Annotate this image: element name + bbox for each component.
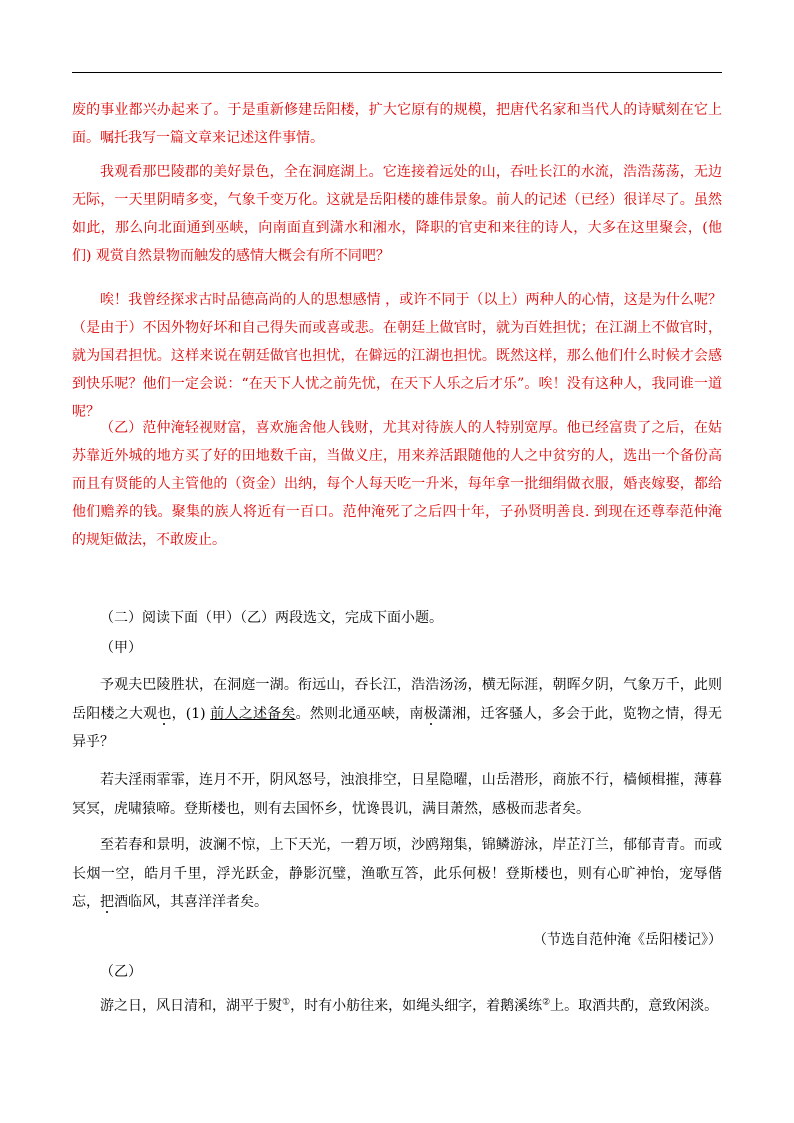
source-citation: （节选自范仲淹《岳阳楼记》）: [533, 932, 722, 948]
label-jia: （甲）: [100, 640, 142, 656]
header-rule: [72, 72, 722, 73]
footnote-marker: ②: [542, 997, 551, 1008]
label-yi: （乙）: [100, 964, 142, 980]
underlined-sentence: 前人之述备矣: [210, 705, 296, 722]
jia-paragraph-1: 予观夫巴陵胜状，在洞庭一湖。衔远山，吞长江，浩浩汤汤，横无际涯，朝晖夕阴，气象万千，此则岳阳楼之大观也，(1) 前人之述备矣。然则北通巫峡，南极潇湘，迁客骚人，多会于此，览物之情，得无异乎？: [72, 677, 723, 750]
jia-paragraph-2: 若夫淫雨霏霏，连月不开，阴风怒号，浊浪排空，日星隐曜，山岳潜形，商旅不行，樯倾楫摧，薄暮冥冥，虎啸猿啼。登斯楼也，则有去国怀乡，忧谗畏讥，满目萧然，感极而悲者矣。: [72, 772, 722, 817]
yi-paragraph-1: 游之日，风日清和，湖平于熨①，时有小舫往来，如绳头细字，着鹅溪练②上。取酒共酌，意致闲淡。: [100, 997, 719, 1014]
translation-paragraph-1: 废的事业都兴办起来了。于是重新修建岳阳楼，扩大它原有的规模，把唐代名家和当代人的诗赋刻在它上面。嘱托我写一篇文章来记述这件事情。: [72, 102, 722, 146]
translation-paragraph-3: 唉！我曾经探求古时品德高尚的人的思想感情 ，或许不同于（以上）两种人的心情，这是为什么呢？（是由于）不因外物好坏和自己得失而或喜或悲。在朝廷上做官时，就为百姓担忧；在江湖上不做官时，就为国君担忧。这样来说在朝廷做官也担忧，在僻远的江湖也担忧。既然这样，那么他们什么时候才会感到快乐呢？他们一定会说：“在天下人忧之前先忧，在天下人乐之后才乐”。唉！没有这种人，我同谁一道呢？: [72, 292, 722, 420]
footnote-marker: ①: [282, 997, 291, 1008]
translation-paragraph-4: （乙）范仲淹轻视财富，喜欢施舍他人钱财，尤其对待族人的人特别宽厚。他已经富贵了之后，在姑苏靠近外城的地方买了好的田地数千亩，当做义庄，用来养活跟随他的人之中贫穷的人，选出一个备份高而且有贤能的人主管他的（资金）出纳，每个人每天吃一升米，每年拿一批细绢做衣服，婚丧嫁娶，都给他们赡养的钱。聚集的族人将近有一百口。范仲淹死了之后四十年，子孙贤明善良. 到现在还尊奉范仲淹的规矩做法，不敢废止。: [72, 420, 722, 548]
jia-paragraph-3: 至若春和景明，波澜不惊，上下天光，一碧万顷，沙鸥翔集，锦鳞游泳，岸芷汀兰，郁郁青青。而或长烟一空，皓月千里，浮光跃金，静影沉璧，渔歌互答，此乐何极！登斯楼也，则有心旷神怡，宠辱偕忘，把酒临风，其喜洋洋者矣。: [72, 837, 722, 910]
dotted-char: 把: [100, 894, 114, 910]
dotted-char: 极: [423, 705, 438, 722]
question-heading: （二）阅读下面（甲）（乙）两段选文，完成下面小题。: [100, 610, 443, 626]
dotted-char: 也: [157, 705, 172, 722]
translation-paragraph-2: 我观看那巴陵郡的美好景色，全在洞庭湖上。它连接着远处的山，吞吐长江的水流，浩浩荡荡，无边无际，一天里阴晴多变，气象千变万化。这就是岳阳楼的雄伟景象。前人的记述（已经）很详尽了。虽然如此，那么向北面通到巫峡，向南面直到潇水和湘水，降职的官吏和来往的诗人，大多在这里聚会，(他们) 观赏自然景物而触发的感情大概会有所不同吧？: [72, 164, 722, 264]
